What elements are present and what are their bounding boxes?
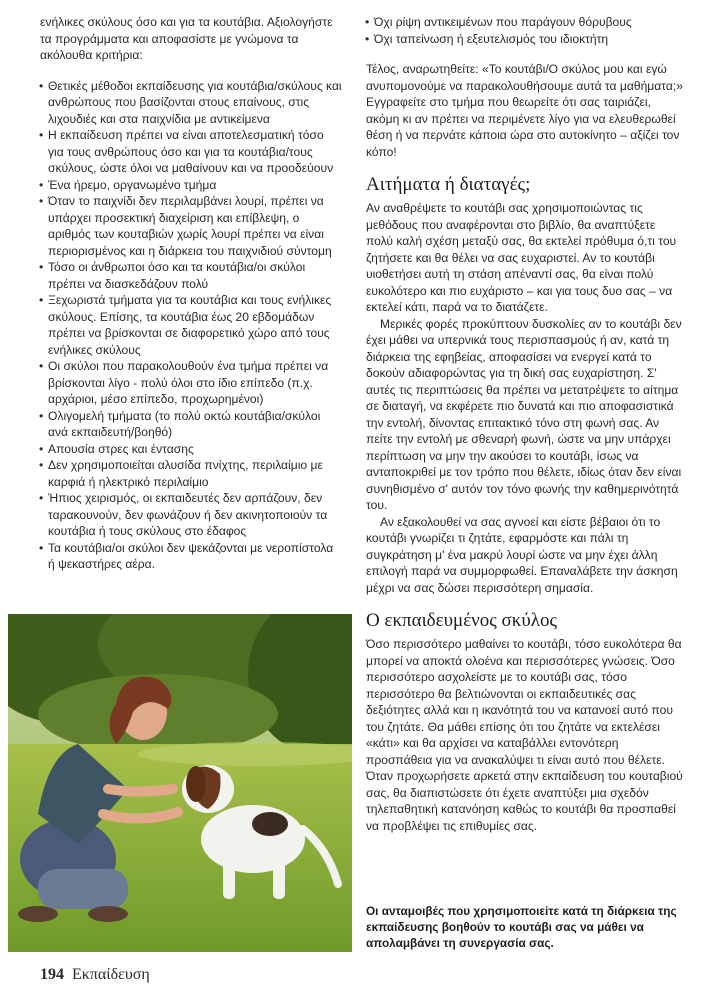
list-item: • Η εκπαίδευση πρέπει να είναι αποτελεσματική τόσο για τους ανθρώπους όσο και για τα κουτάβια/τους σκύλους, ώστε όλοι να μαθαίνουν και να προοδεύουν [40,127,342,177]
list-item: • Ξεχωριστά τμήματα για τα κουτάβια και τους ενήλικες σκύλους. Επίσης, τα κουτάβια έως 20 εβδομάδων πρέπει να βρίσκονται σε διαφορετικό χώρο από τους ενήλικες σκύλους [40,292,342,358]
intro-paragraph: ενήλικες σκύλους όσο και για τα κουτάβια. Αξιολογήστε τα προγράμματα και αποφασίστε με γνώμονα τα ακόλουθα κριτήρια: [40,15,333,62]
body-paragraph: Αν εξακολουθεί να σας αγνοεί και είστε βέβαιοι ότι το κουτάβι γνωρίζει τι ζητάτε, εφαρμόστε και πάλι τη συγκράτηση μ' ένα μακρύ λουρί ώστε να μην έχει άλλη επιλογή παρά να συμμορφωθεί. Επαναλάβετε την άσκηση μέχρι να σας δώσει περισσότερη σημασία. [366,514,678,595]
list-item: • Οι σκύλοι που παρακολουθούν ένα τμήμα πρέπει να βρίσκονται λίγο - πολύ όλοι στο ίδιο επίπεδο (π.χ. αρχάριοι, μέσο επίπεδο, προχωρημένοι) [40,358,342,408]
list-item: • Ένα ήρεμο, οργανωμένο τμήμα [40,177,342,194]
list-item: • Ολιγομελή τμήματα (το πολύ οκτώ κουτάβια/σκύλοι ανά εκπαιδευτή/βοηθό) [40,408,342,441]
section-name: Εκπαίδευση [72,966,150,983]
list-item: • Τόσο οι άνθρωποι όσο και τα κουτάβια/οι σκύλοι πρέπει να διασκεδάζουν πολύ [40,259,342,292]
body-paragraph: Όσο περισσότερο μαθαίνει το κουτάβι, τόσο ευκολότερα θα μπορεί να αποκτά ολοένα και περισσότερες γνώσεις. Όσο περισσότερο ασχολείστε με το κουτάβι σας, τόσο περισσότερο θα βελτιώνονται οι εκπαιδευτικές σας δεξιότητες αλλά και η ικανότητά του να κατανοεί αυτό που του ζητάτε. Θα μάθει επίσης ότι του ζητάτε να εκτελέσει «κάτι» και θα αρχίσει να καταβάλλει εντονότερη προσπάθεια για να ανακαλύψει τι είναι αυτό που θέλετε. Όταν προχωρήσετε αρκετά στην εκπαίδευση του κουταβιού σας, θα διαπιστώσετε ότι έχετε αναπτύξει μια σχεδόν τηλεπαθητική κατανόηση καθώς το κουτάβι θα προσπαθεί να προβλέψει τις επιθυμίες σας. [366,637,683,833]
training-photo [8,614,352,952]
closing-paragraph: Τέλος, αναρωτηθείτε: «Το κουτάβι/Ο σκύλος μου και εγώ ανυπομονούμε να παρακολουθήσουμε αυτά τα μαθήματα;» Εγγραφείτε στο τμήμα που θεωρείτε ότι σας ταιριάζει, ακόμη κι αν πρέπει να περιμένετε λίγο για να ελευθερωθεί θέση ή να περνάτε κάποια ώρα στο αυτοκίνητο – αξίζει τον κόπο! [366,62,683,159]
page-number: 194 [40,966,64,983]
list-item: • Δεν χρησιμοποιείται αλυσίδα πνίχτης, περιλαίμιο με καρφιά ή ηλεκτρικό περιλαίμιο [40,457,342,490]
list-item: • Όχι ταπείνωση ή εξευτελισμός του ιδιοκτήτη [366,31,684,48]
list-item: • Θετικές μέθοδοι εκπαίδευσης για κουτάβια/σκύλους και ανθρώπους που βασίζονται στους επαίνους, στις λιχουδιές και στα παιχνίδια με αντικείμενα [40,78,342,128]
list-item: • Τα κουτάβια/οι σκύλοι δεν ψεκάζονται με νεροπίστολα ή ψεκαστήρες αέρα. [40,540,342,573]
left-column [40,14,342,573]
section-heading-trained-dog: Ο εκπαιδευμένος σκύλος [366,610,558,631]
page-footer [40,966,150,984]
list-item: • Ήπιος χειρισμός, οι εκπαιδευτές δεν αρπάζουν, δεν ταρακουνούν, δεν φωνάζουν ή δεν ακινητοποιούν τα κουτάβια ή τους σκύλους στο έδαφος [40,490,342,540]
photo-caption: Οι ανταμοιβές που χρησιμοποιείτε κατά τη διάρκεια της εκπαίδευσης βοηθούν το κουτάβι σας να μάθει να απολαμβάνει τη συνεργασία σας. [366,904,677,950]
list-item: • Απουσία στρες και έντασης [40,441,342,458]
criteria-list-continued [366,14,684,47]
criteria-list [40,78,342,573]
section-heading-requests: Αιτήματα ή διαταγές; [366,174,531,195]
body-paragraph: Μερικές φορές προκύπτουν δυσκολίες αν το κουτάβι δεν έχει μάθει να υπερνικά τους περισπασμούς ή αν, κατά τη διάρκεια της εφηβείας, αποφασίσει να ενεργεί κατά το δοκούν αδιαφορώντας για τη δική σας ευχαρίστηση. Σ' αυτές τις περιπτώσεις θα πρέπει να μετατρέψετε το αίτημα σε διαταγή, να εκφέρετε πιο δυνατά και πιο αποφασιστικά την εντολή, δίνοντας επιτακτικό τόνο στη φωνή σας. Αν πείτε την εντολή με σθεναρή φωνή, ώστε να μην υπάρχει περίπτωση να μην την ακούσει το κουτάβι, ίσως να ανταποκριθεί με τον τρόπο που θέλετε, ιδίως όταν δεν είναι συνηθισμένο σ' αυτόν τον τόνο φωνής την καθημερινότητά του. [366,316,682,512]
list-item: • Όχι ρίψη αντικειμένων που παράγουν θόρυβους [366,14,684,31]
list-item: • Όταν το παιχνίδι δεν περιλαμβάνει λουρί, πρέπει να υπάρχει προσεκτική διαχείριση και επίβλεψη, ο αριθμός των κουταβιών χωρίς λουρί πρέπει να είναι περιορισμένος και η διάρκεια του παιχνιδιού σύντομη [40,193,342,259]
body-paragraph: Αν αναθρέψετε το κουτάβι σας χρησιμοποιώντας τις μεθόδους που αναφέρονται στο βιβλίο, θα αναπτύξετε πολύ καλή σχέση μεταξύ σας, θα εκτελεί πρόθυμα ό,τι του ζητήσετε και θα θέλει να σας ευχαριστεί. Αν το κουτάβι υιοθετήσει αυτή τη στάση απέναντί σας, θα είναι πολύ ευκολότερο και πιο ευχάριστο – και για τους δυο σας – να εκτελεί κάτι, παρά να το διατάζετε. [366,201,677,314]
right-column [366,14,684,834]
